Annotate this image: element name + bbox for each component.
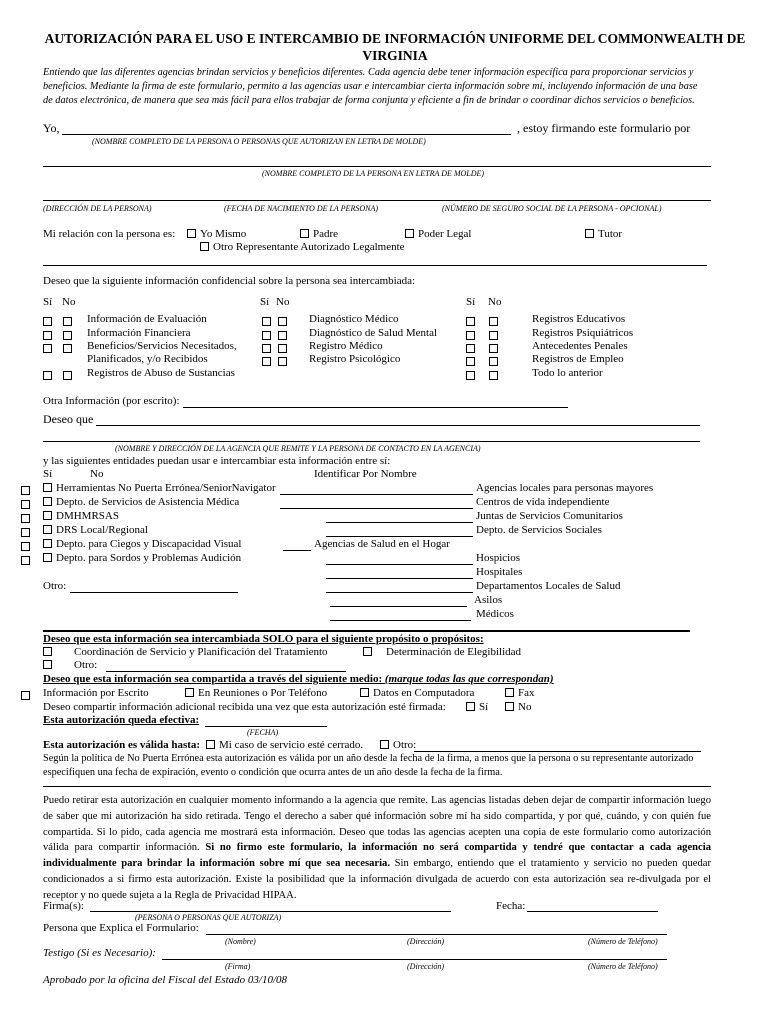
checkbox-no[interactable] <box>489 357 498 366</box>
checkbox[interactable] <box>585 229 594 238</box>
person-details-field[interactable] <box>43 200 711 201</box>
checkbox-si[interactable] <box>466 371 475 380</box>
signature-hint: (PERSONA O PERSONAS QUE AUTORIZA) <box>135 913 282 922</box>
witness-field[interactable] <box>162 959 667 960</box>
other-info-label: Otra Información (por escrito): <box>43 395 180 407</box>
medium-option-computer[interactable]: Datos en Computadora <box>360 687 474 699</box>
policy-text: Según la política de No Puerta Errónea esta autorización es válida por un año desde la fecha de la firma, a menos que la persona o su representante autorizado especifiquen una fecha de expiración, evento o condición que ocurra antes de un año desde la fecha de la firma. <box>43 753 694 778</box>
valid-option-closed[interactable]: Mi caso de servicio esté cerrado. <box>206 739 363 751</box>
other-info-field[interactable] <box>183 407 568 408</box>
checkbox-no[interactable] <box>489 371 498 380</box>
entity-option[interactable]: DRS Local/Regional <box>43 524 148 536</box>
info-item: Información de Evaluación <box>87 313 207 325</box>
entity-name-field[interactable] <box>280 494 473 495</box>
entity-name-field[interactable] <box>326 522 473 523</box>
checkbox[interactable] <box>21 691 30 700</box>
approval-note: Aprobado por la oficina del Fiscal del Estado 03/10/08 <box>43 974 288 986</box>
entity-right-label: Departamentos Locales de Salud <box>476 580 621 592</box>
checkbox-no[interactable] <box>43 539 52 548</box>
yo-suffix: , estoy firmando este formulario por <box>517 121 691 135</box>
checkbox[interactable] <box>505 688 514 697</box>
entity-right-label: Médicos <box>476 608 514 620</box>
info-item: Diagnóstico de Salud Mental <box>309 327 438 339</box>
divider <box>43 786 711 787</box>
address-hint: (Dirección) <box>407 937 445 946</box>
entity-name-field[interactable] <box>326 564 473 565</box>
signature-date-label: Fecha: <box>496 900 526 912</box>
checkbox[interactable] <box>363 647 372 656</box>
authorizer-name-field[interactable] <box>62 134 511 135</box>
no-header: No <box>90 468 104 480</box>
entity-name-field[interactable] <box>330 620 471 621</box>
checkbox-si[interactable] <box>262 344 271 353</box>
entity-name-field[interactable] <box>283 550 311 551</box>
checkbox-no[interactable] <box>43 553 52 562</box>
checkbox-no[interactable] <box>43 483 52 492</box>
info-item: Planificados, y/o Recibidos <box>87 353 208 365</box>
no-header: No <box>62 296 76 308</box>
witness-label: Testigo (Si es Necesario): <box>43 947 156 959</box>
info-item: Antecedentes Penales <box>532 340 628 352</box>
name-hint: (Nombre) <box>225 937 256 946</box>
checkbox-si[interactable] <box>43 344 52 353</box>
entity-right-label: Hospicios <box>476 552 520 564</box>
checkbox-si[interactable] <box>466 357 475 366</box>
home-health-label: Agencias de Salud en el Hogar <box>314 538 450 550</box>
checkbox[interactable] <box>43 647 52 656</box>
agency-hint: (NOMBRE Y DIRECCIÓN DE LA AGENCIA QUE REMITE Y LA PERSONA DE CONTACTO EN LA AGENCIA) <box>115 444 481 453</box>
info-item: Registros Psiquiátricos <box>532 327 634 339</box>
si-header: Sí <box>466 296 476 308</box>
authorizer-name-hint: (NOMBRE COMPLETO DE LA PERSONA O PERSONAS QUE AUTORIZAN EN LETRA DE MOLDE) <box>92 137 426 146</box>
entity-right-label: Asilos <box>474 594 503 606</box>
rights-paragraph: Puedo retirar esta autorización en cualquier momento informando a la agencia que remite. Las agencias listadas deben dejar de compartir información luego de saber que mi autorización ha sido retirada. Tengo el derecho a saber qué información sobre mí ha sido compartida, y por qué, cuándo, y con quién fue compartida. Si lo pido, cada agencia me mostrará esta información. Deseo que todas las agencias acepten una copia de este formulario como autorización válida para compartir información. Si no firmo este formulario, la información no será compartida y tendré que contactar a cada agencia individualmente para brindar la información sobre mí que sea necesaria. Sin embargo, entiendo que el tratamiento y servicio no pueden quedar condicionados a si firmo esta autorización. Existe la posibilidad que la información divulgada de acuerdo con esta autorización sea re-divulgada por el receptor y no quede sujeta a la Regla de Privacidad HIPAA. <box>43 795 711 901</box>
identify-by-name-header: Identificar Por Nombre <box>314 468 417 480</box>
explainer-field[interactable] <box>206 934 667 935</box>
checkbox-no[interactable] <box>278 331 287 340</box>
signature-field[interactable] <box>90 911 451 912</box>
info-item: Todo lo anterior <box>532 367 603 379</box>
checkbox[interactable] <box>380 740 389 749</box>
checkbox-si[interactable] <box>466 331 475 340</box>
checkbox-no[interactable] <box>489 317 498 326</box>
form-title: AUTORIZACIÓN PARA EL USO E INTERCAMBIO DE INFORMACIÓN UNIFORME DEL COMMONWEALTH DE VIRGINIA <box>44 31 746 63</box>
witness-signature-hint: (Firma) <box>225 962 251 971</box>
purpose-other-field[interactable] <box>106 671 346 672</box>
si-header: Sí <box>260 296 270 308</box>
checkbox-no[interactable] <box>489 344 498 353</box>
checkbox-si[interactable] <box>43 317 52 326</box>
additional-si-option[interactable]: Sí <box>466 701 488 713</box>
effective-date-field[interactable] <box>205 726 327 727</box>
entity-option[interactable]: Depto. de Servicios de Asistencia Médica <box>43 496 239 508</box>
checkbox-no[interactable] <box>43 497 52 506</box>
entity-option[interactable]: Depto. para Sordos y Problemas Audición <box>43 552 241 564</box>
checkbox-si[interactable] <box>21 528 30 537</box>
yo-prefix: Yo, <box>43 121 60 135</box>
additional-info-label: Deseo compartir información adicional recibida una vez que esta autorización esté firmada: <box>43 701 446 713</box>
checkbox-si[interactable] <box>262 317 271 326</box>
divider <box>43 265 707 266</box>
checkbox-si[interactable] <box>43 331 52 340</box>
checkbox-no[interactable] <box>278 317 287 326</box>
si-header: Sí <box>43 468 53 480</box>
referring-agency-field-2[interactable] <box>43 441 700 442</box>
checkbox-no[interactable] <box>489 331 498 340</box>
checkbox[interactable] <box>300 229 309 238</box>
entity-right-label: Hospitales <box>476 566 523 578</box>
checkbox-no[interactable] <box>43 511 52 520</box>
medium-option-written[interactable]: Información por Escrito <box>43 687 149 699</box>
checkbox-si[interactable] <box>21 556 30 565</box>
checkbox-no[interactable] <box>63 331 72 340</box>
person-name-field[interactable] <box>43 166 711 167</box>
si-header: Sí <box>43 296 53 308</box>
entity-right-label: Centros de vida independiente <box>476 496 610 508</box>
entity-name-field[interactable] <box>330 606 467 607</box>
phone-hint: (Número de Teléfono) <box>588 937 658 946</box>
medium-heading: Deseo que esta información sea compartida a través del siguiente medio: (marque todas las que correspondan) <box>43 673 554 685</box>
ssn-hint: (NÚMERO DE SEGURO SOCIAL DE LA PERSONA - OPCIONAL) <box>442 204 662 213</box>
checkbox[interactable] <box>187 229 196 238</box>
entity-right-label: Agencias locales para personas mayores <box>476 482 654 494</box>
checkbox-si[interactable] <box>21 500 30 509</box>
info-item: Registros de Abuso de Sustancias <box>87 367 235 379</box>
checkbox-si[interactable] <box>21 542 30 551</box>
checkbox-si[interactable] <box>262 357 271 366</box>
checkbox-no[interactable] <box>63 344 72 353</box>
info-item: Beneficios/Servicios Necesitados, <box>87 340 237 352</box>
purpose-option-other[interactable]: Otro: <box>43 659 97 671</box>
checkbox[interactable] <box>200 242 209 251</box>
person-name-hint: (NOMBRE COMPLETO DE LA PERSONA EN LETRA DE MOLDE) <box>262 169 485 178</box>
entities-intro: y las siguientes entidades puedan usar e intercambiar esta información entre sí: <box>43 455 391 467</box>
info-item: Diagnóstico Médico <box>309 313 399 325</box>
relation-label: Mi relación con la persona es: <box>43 228 176 240</box>
explainer-label: Persona que Explica el Formulario: <box>43 922 199 934</box>
phone-hint: (Número de Teléfono) <box>588 962 658 971</box>
checkbox-si[interactable] <box>21 486 30 495</box>
checkbox[interactable] <box>505 702 514 711</box>
date-hint: (FECHA) <box>247 728 279 737</box>
effective-label: Esta autorización queda efectiva: <box>43 714 200 726</box>
divider <box>43 630 690 632</box>
entity-name-field[interactable] <box>280 508 473 509</box>
other-entity-field[interactable] <box>70 592 238 593</box>
relation-self-option[interactable]: Yo Mismo <box>187 228 246 240</box>
relation-poa-option[interactable]: Poder Legal <box>405 228 471 240</box>
no-header: No <box>488 296 502 308</box>
intro-paragraph: Entiendo que las diferentes agencias brindan servicios y beneficios diferentes. Cada agencia debe tener información específica para proporcionar servicios y beneficios. Mediante la firma de este formulario, permito a las agencias usar e intercambiar cierta información sobre mí, incluyendo información de una base de datos electrónica, de manera que sea más fácil para ellos trabajar de forma conjunta y eficiente a fin de brindar o coordinar dichos servicios o beneficios. <box>43 67 698 106</box>
checkbox-si[interactable] <box>262 331 271 340</box>
checkbox-no[interactable] <box>43 525 52 534</box>
deseo-que-label: Deseo que <box>43 412 94 426</box>
entity-name-field[interactable] <box>326 536 473 537</box>
purpose-heading: Deseo que esta información sea intercambiada SOLO para el siguiente propósito o propósitos: <box>43 633 484 645</box>
purpose-option-coordination[interactable]: Coordinación de Servicio y Planificación del Tratamiento <box>43 646 328 658</box>
checkbox[interactable] <box>43 660 52 669</box>
checkbox[interactable] <box>466 702 475 711</box>
checkbox-si[interactable] <box>466 344 475 353</box>
info-intro: Deseo que la siguiente información confidencial sobre la persona sea intercambiada: <box>43 275 416 287</box>
checkbox[interactable] <box>185 688 194 697</box>
relation-parent-option[interactable]: Padre <box>300 228 338 240</box>
additional-no-option[interactable]: No <box>505 701 531 713</box>
medium-option-fax[interactable]: Fax <box>505 687 535 699</box>
valid-until-label: Esta autorización es válida hasta: <box>43 739 201 751</box>
checkbox-si[interactable] <box>21 514 30 523</box>
checkbox-no[interactable] <box>63 317 72 326</box>
no-header: No <box>276 296 290 308</box>
checkbox-si[interactable] <box>466 317 475 326</box>
relation-tutor-option[interactable]: Tutor <box>585 228 622 240</box>
valid-option-other[interactable]: Otro: <box>380 739 416 751</box>
checkbox-no[interactable] <box>278 357 287 366</box>
address-hint: (DIRECCIÓN DE LA PERSONA) <box>43 204 152 213</box>
purpose-option-eligibility[interactable]: Determinación de Elegibilidad <box>363 646 521 658</box>
info-item: Información Financiera <box>87 327 191 339</box>
signature-label: Firma(s): <box>43 900 84 912</box>
address-hint: (Dirección) <box>407 962 445 971</box>
dob-hint: (FECHA DE NACIMIENTO DE LA PERSONA) <box>224 204 378 213</box>
info-item: Registro Médico <box>309 340 383 352</box>
checkbox[interactable] <box>360 688 369 697</box>
checkbox-no[interactable] <box>63 371 72 380</box>
entity-right-label: Depto. de Servicios Sociales <box>476 524 602 536</box>
info-item: Registros de Empleo <box>532 353 624 365</box>
entity-right-label: Juntas de Servicios Comunitarios <box>476 510 623 522</box>
relation-other-option[interactable]: Otro Representante Autorizado Legalmente <box>200 241 405 253</box>
entity-name-field[interactable] <box>326 592 473 593</box>
signature-date-field[interactable] <box>527 911 658 912</box>
referring-agency-field[interactable] <box>96 425 700 426</box>
entity-name-field[interactable] <box>326 578 473 579</box>
entity-option[interactable]: Depto. para Ciegos y Discapacidad Visual <box>43 538 241 550</box>
info-item: Registros Educativos <box>532 313 626 325</box>
checkbox[interactable] <box>206 740 215 749</box>
checkbox[interactable] <box>405 229 414 238</box>
other-entity-label: Otro: <box>43 580 67 592</box>
entity-option[interactable]: DMHMRSAS <box>43 510 119 522</box>
checkbox-si[interactable] <box>43 371 52 380</box>
info-item: Registro Psicológico <box>309 353 401 365</box>
checkbox-no[interactable] <box>278 344 287 353</box>
medium-option-meetings[interactable]: En Reuniones o Por Teléfono <box>185 687 327 699</box>
entity-option[interactable]: Herramientas No Puerta Errónea/SeniorNavigator <box>43 482 276 494</box>
